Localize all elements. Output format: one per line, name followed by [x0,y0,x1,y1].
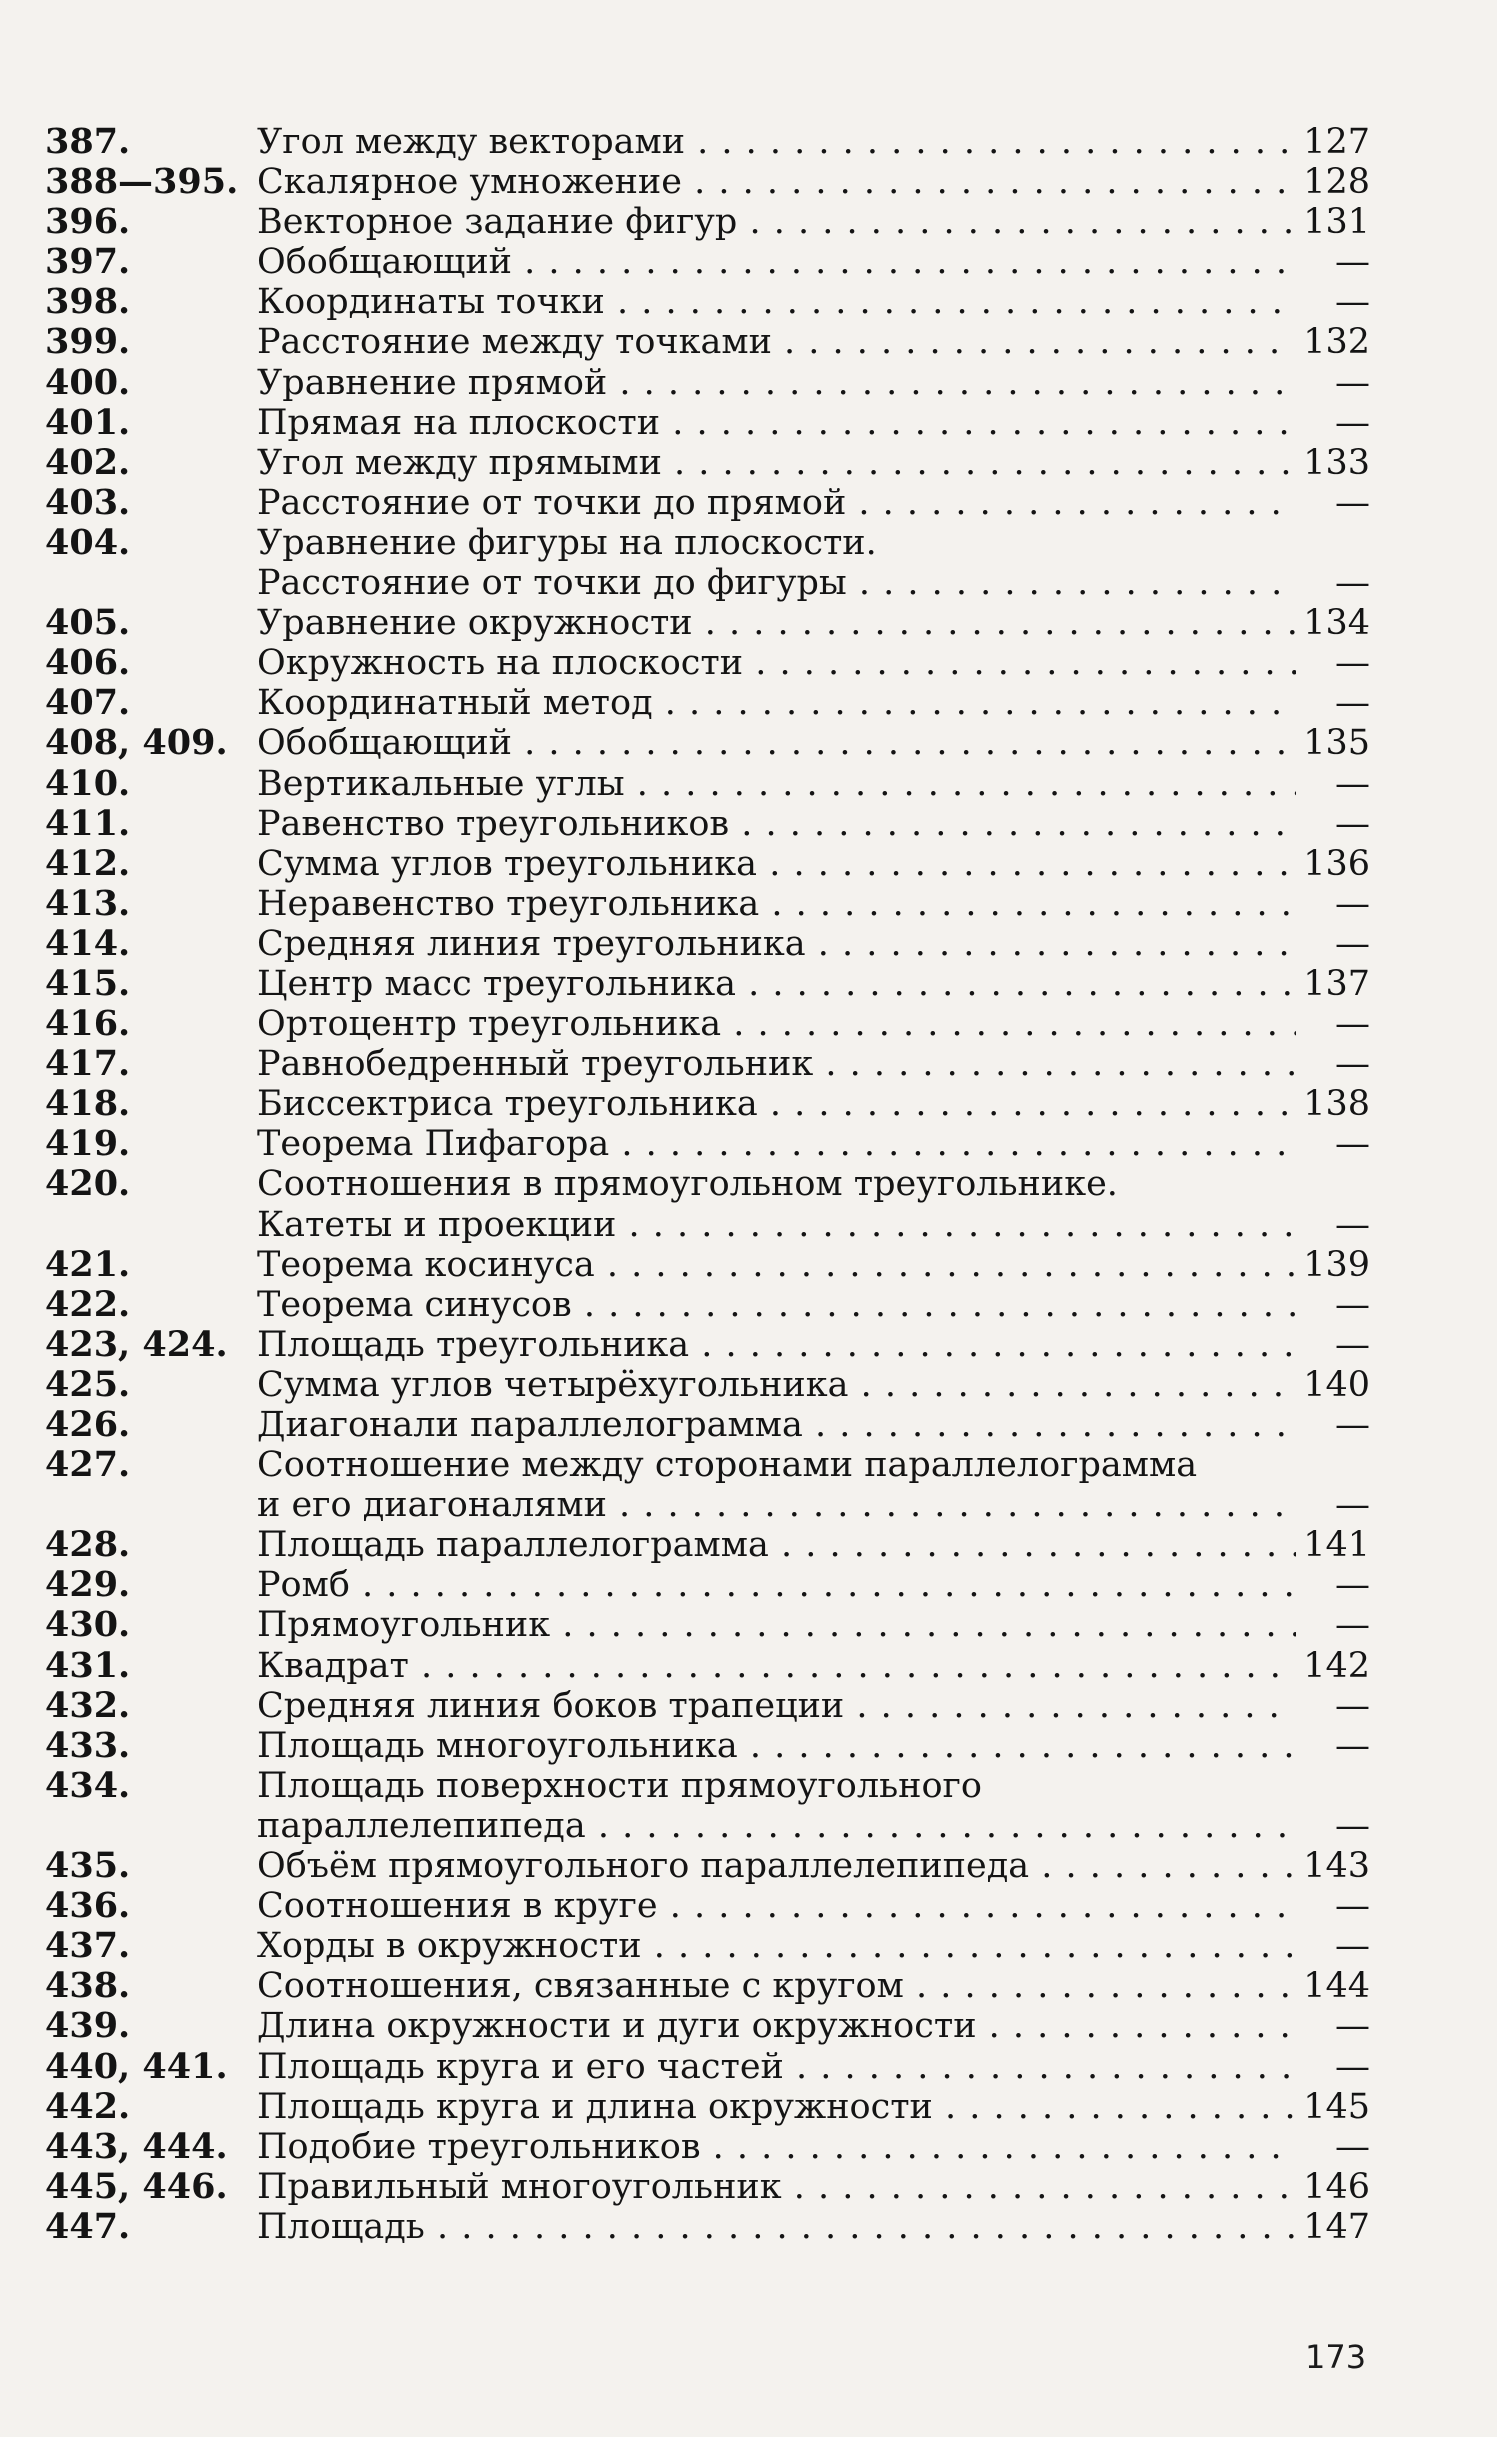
toc-entry-number: 396. [45,201,131,243]
toc-entry-title: Угол между прямыми . . . [257,443,1296,483]
toc-entry [45,2207,1370,2247]
toc-entry-number: 426. [45,1404,131,1445]
toc-entry-number: 422. [45,1283,131,1325]
toc-entry [45,363,1370,403]
toc-entry-number: 413. [45,882,131,924]
toc-entry [45,1605,1370,1645]
toc-entry-number: 401. [45,401,131,443]
toc-entry [45,1926,1370,1966]
toc-entry [45,2087,1370,2127]
toc-entry-title: Расстояние между точками . . . [257,322,1296,362]
toc-entry-title: Центр масс треугольника . . . [257,964,1296,1004]
toc-entry-number: 404. [45,521,131,563]
toc-entry-title: Соотношения в прямоугольном треугольнике. [257,1164,1118,1205]
toc-entry-number: 435. [45,1845,131,1887]
toc-entry [45,1084,1370,1124]
toc-entry [45,1164,1370,1204]
toc-entry-title: Площадь параллелограмма . . . [257,1525,1296,1565]
toc-entry-title: Соотношения в круге . . . [257,1886,1296,1926]
toc-entry-number: 420. [45,1163,131,1205]
toc-entry-page: 143 [1296,1846,1370,1886]
toc-entry [45,523,1370,563]
toc-entry-page: — [1296,1004,1370,1044]
toc-entry [45,1285,1370,1325]
toc-entry-page: 147 [1296,2207,1370,2247]
toc-entry-title: Уравнение прямой . . . [257,363,1296,403]
toc-entry [45,443,1370,483]
toc-entry-number: 437. [45,1925,131,1967]
toc-entry-number: 423, 424. [45,1323,228,1365]
toc-entry-title: Координаты точки . . . [257,282,1296,322]
toc-entry-number: 445, 446. [45,2165,228,2207]
toc-entry-title: Прямая на плоскости . . . [257,403,1296,443]
toc-entry-number: 443, 444. [45,2125,228,2167]
toc-entry-title: Длина окружности и дуги окружности . . . [257,2006,1296,2046]
toc-entry-number: 387. [45,121,131,162]
toc-entry-title: Площадь поверхности прямоугольного [257,1765,982,1806]
toc-entry-number: 428. [45,1524,131,1566]
toc-entry-title: Равнобедренный треугольник . . . [257,1044,1296,1084]
toc-entry-number: 399. [45,321,131,363]
toc-entry-title: Объём прямоугольного параллелепипеда . . . [257,1846,1296,1886]
toc-entry-number: 432. [45,1684,131,1726]
toc-entry-page: 132 [1296,322,1370,362]
toc-entry-number: 427. [45,1444,131,1486]
toc-entry-page: — [1296,804,1370,844]
toc-entry [45,322,1370,362]
toc-entry-number: 429. [45,1564,131,1606]
toc-entry-number: 419. [45,1123,131,1165]
toc-entry-number: 447. [45,2205,131,2247]
toc-entry-title: Биссектриса треугольника . . . [257,1084,1296,1124]
toc-entry-number: 400. [45,361,131,403]
toc-entry-title: Расстояние от точки до фигуры . . . [257,563,1296,603]
toc-entry-page: — [1296,1806,1370,1846]
toc-entry-title: Координатный метод . . . [257,683,1296,723]
toc-entry-number: 440, 441. [45,2045,228,2087]
table-of-contents [45,122,1370,2247]
toc-entry-number: 439. [45,2005,131,2047]
toc-entry [45,1806,1370,1846]
toc-entry-title: Теорема Пифагора . . . [257,1124,1296,1164]
toc-entry-title: Площадь круга и длина окружности . . . [257,2087,1296,2127]
toc-entry-number: 388—395. [45,161,239,203]
toc-entry-number: 410. [45,762,131,804]
toc-entry-title: Площадь . . . [257,2207,1296,2247]
toc-entry [45,1245,1370,1285]
toc-entry-page: — [1296,1605,1370,1645]
toc-entry [45,242,1370,282]
toc-entry [45,723,1370,763]
toc-entry [45,122,1370,162]
toc-entry-number: 417. [45,1043,131,1085]
toc-entry-title: Сумма углов четырёхугольника . . . [257,1365,1296,1405]
toc-entry [45,1004,1370,1044]
toc-entry-title: Теорема синусов . . . [257,1285,1296,1325]
toc-entry [45,1886,1370,1926]
toc-entry [45,964,1370,1004]
toc-entry-title: и его диагоналями . . . [257,1485,1296,1525]
toc-entry [45,1124,1370,1164]
toc-entry-number: 433. [45,1724,131,1766]
toc-entry-page: 139 [1296,1245,1370,1285]
toc-entry [45,1365,1370,1405]
toc-entry-number: 431. [45,1644,131,1686]
page-number: 173 [1305,2338,1367,2376]
toc-entry-title: Обобщающий . . . [257,723,1296,763]
toc-entry-page: 128 [1296,162,1370,202]
toc-entry-page: — [1296,1926,1370,1966]
toc-entry-title: Уравнение окружности . . . [257,603,1296,643]
toc-entry-title: Правильный многоугольник . . . [257,2167,1296,2207]
toc-entry-number: 405. [45,602,131,644]
toc-entry-title: Катеты и проекции . . . [257,1205,1296,1245]
toc-entry-page: — [1296,363,1370,403]
toc-entry-number: 416. [45,1003,131,1045]
toc-entry-title: Хорды в окружности . . . [257,1926,1296,1966]
toc-entry-title: Скалярное умножение . . . [257,162,1296,202]
toc-entry-number: 442. [45,2085,131,2127]
toc-entry [45,1044,1370,1084]
toc-entry-number: 430. [45,1604,131,1646]
toc-entry-title: Площадь многоугольника . . . [257,1726,1296,1766]
toc-entry-page: — [1296,1124,1370,1164]
toc-entry-number: 425. [45,1363,131,1405]
toc-entry-page: 137 [1296,964,1370,1004]
toc-entry-page: — [1296,483,1370,523]
toc-entry-page: — [1296,1285,1370,1325]
toc-entry-number: 411. [45,802,131,844]
toc-entry [45,483,1370,523]
toc-entry-title: параллелепипеда . . . [257,1806,1296,1846]
toc-entry-number: 436. [45,1885,131,1927]
toc-entry [45,1405,1370,1445]
toc-entry [45,2167,1370,2207]
toc-entry-page: — [1296,1886,1370,1926]
toc-entry [45,2006,1370,2046]
toc-entry-title: Средняя линия боков трапеции . . . [257,1686,1296,1726]
toc-entry-title: Сумма углов треугольника . . . [257,844,1296,884]
toc-entry-title: Прямоугольник . . . [257,1605,1296,1645]
toc-entry-number: 438. [45,1965,131,2007]
toc-entry [45,1726,1370,1766]
toc-entry-title: Соотношения, связанные с кругом . . . [257,1966,1296,2006]
toc-entry-number: 398. [45,281,131,323]
toc-entry-number: 397. [45,241,131,283]
toc-entry-page: 144 [1296,1966,1370,2006]
toc-entry-title: Теорема косинуса . . . [257,1245,1296,1285]
toc-entry [45,683,1370,723]
toc-entry-title: Обобщающий . . . [257,242,1296,282]
toc-entry-page: — [1296,282,1370,322]
toc-entry-page: 134 [1296,603,1370,643]
toc-entry-page: — [1296,403,1370,443]
toc-entry-page: — [1296,2127,1370,2167]
toc-entry-number: 408, 409. [45,722,228,764]
toc-entry-page: — [1296,764,1370,804]
toc-entry [45,563,1370,603]
toc-entry-title: Неравенство треугольника . . . [257,884,1296,924]
toc-entry [45,643,1370,683]
toc-entry-title: Равенство треугольников . . . [257,804,1296,844]
toc-entry-page: — [1296,1686,1370,1726]
toc-entry [45,1686,1370,1726]
toc-entry-page: 141 [1296,1525,1370,1565]
toc-entry-title: Ортоцентр треугольника . . . [257,1004,1296,1044]
toc-entry-page: 127 [1296,122,1370,162]
toc-entry-title: Диагонали параллелограмма . . . [257,1405,1296,1445]
toc-entry [45,282,1370,322]
toc-entry-page: 133 [1296,443,1370,483]
toc-entry-title: Уравнение фигуры на плоскости. [257,522,877,563]
toc-entry [45,162,1370,202]
toc-entry-page: 131 [1296,202,1370,242]
toc-entry [45,202,1370,242]
toc-entry [45,1766,1370,1806]
toc-entry-page: — [1296,1726,1370,1766]
toc-entry-page: — [1296,1205,1370,1245]
toc-entry-title: Окружность на плоскости . . . [257,643,1296,683]
toc-entry [45,1846,1370,1886]
toc-entry-title: Площадь треугольника . . . [257,1325,1296,1365]
toc-entry-title: Подобие треугольников . . . [257,2127,1296,2167]
toc-entry-page: 138 [1296,1084,1370,1124]
toc-entry-page: 140 [1296,1365,1370,1405]
toc-entry-number: 421. [45,1243,131,1285]
toc-entry-number: 403. [45,481,131,523]
toc-entry-page: — [1296,683,1370,723]
toc-entry [45,844,1370,884]
toc-entry-number: 415. [45,962,131,1004]
toc-entry-page: — [1296,563,1370,603]
toc-entry [45,1565,1370,1605]
toc-entry [45,764,1370,804]
toc-entry-page: 146 [1296,2167,1370,2207]
toc-entry-page: 145 [1296,2087,1370,2127]
toc-entry-page: — [1296,242,1370,282]
toc-entry-number: 412. [45,842,131,884]
toc-entry-page: — [1296,643,1370,683]
toc-entry [45,804,1370,844]
toc-entry [45,1325,1370,1365]
toc-entry-number: 407. [45,682,131,724]
toc-entry-page: — [1296,1485,1370,1525]
toc-entry-page: — [1296,1325,1370,1365]
toc-entry-page: 135 [1296,723,1370,763]
toc-entry [45,884,1370,924]
toc-entry-number: 414. [45,922,131,964]
toc-entry-page: — [1296,1565,1370,1605]
toc-entry [45,924,1370,964]
toc-entry [45,2047,1370,2087]
toc-entry [45,603,1370,643]
toc-entry-number: 434. [45,1764,131,1806]
toc-entry [45,1485,1370,1525]
toc-entry [45,1445,1370,1485]
toc-entry [45,1966,1370,2006]
toc-entry-title: Соотношение между сторонами параллелограмма [257,1445,1198,1486]
toc-entry-page: 136 [1296,844,1370,884]
toc-entry-number: 402. [45,441,131,483]
toc-entry-page: — [1296,2006,1370,2046]
toc-entry-title: Ромб . . . [257,1565,1296,1605]
toc-entry [45,1646,1370,1686]
toc-entry-title: Угол между векторами . . . [257,122,1296,162]
toc-entry-page: — [1296,1044,1370,1084]
toc-entry-title: Квадрат . . . [257,1646,1296,1686]
toc-entry-title: Векторное задание фигур . . . [257,202,1296,242]
toc-entry-page: 142 [1296,1646,1370,1686]
toc-entry [45,403,1370,443]
toc-entry [45,2127,1370,2167]
toc-entry-title: Площадь круга и его частей . . . [257,2047,1296,2087]
toc-entry-title: Расстояние от точки до прямой . . . [257,483,1296,523]
toc-entry-page: — [1296,1405,1370,1445]
toc-entry-page: — [1296,884,1370,924]
toc-entry-title: Вертикальные углы . . . [257,764,1296,804]
toc-entry-page: — [1296,2047,1370,2087]
toc-entry-number: 406. [45,642,131,684]
toc-entry [45,1525,1370,1565]
toc-entry-title: Средняя линия треугольника . . . [257,924,1296,964]
toc-entry-number: 418. [45,1083,131,1125]
toc-entry-page: — [1296,924,1370,964]
toc-entry [45,1205,1370,1245]
